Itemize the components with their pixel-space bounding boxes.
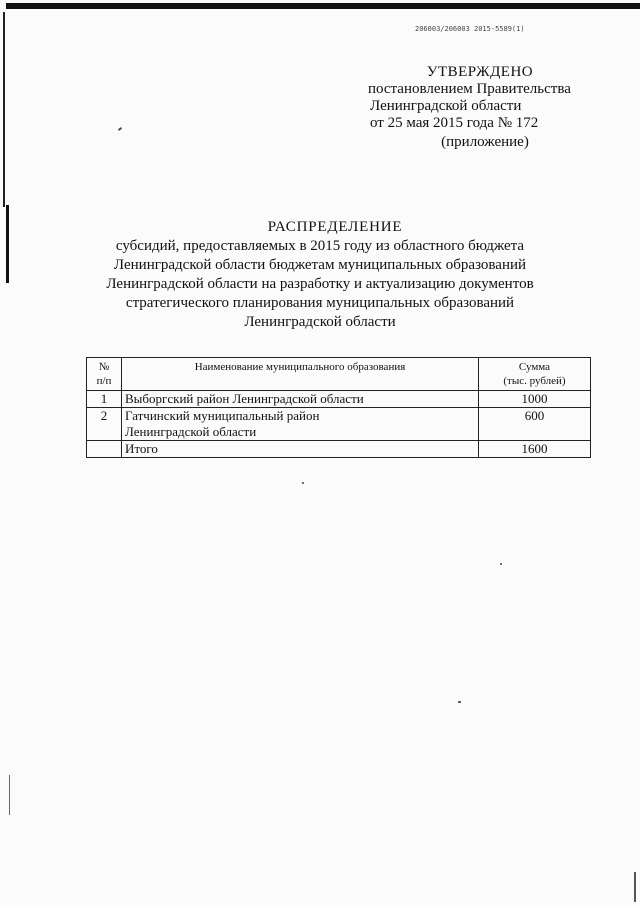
header-number-sign: № [98,361,110,373]
approval-line: от 25 мая 2015 года № 172 [370,115,539,131]
row-municipality [122,391,479,408]
header-sum-unit: (тыс. рублей) [503,375,566,387]
scan-speck [302,482,304,484]
approval-line: постановлением Правительства [368,81,571,97]
title-line: Ленинградской области на разработку и актуализацию документов [106,276,534,292]
header-sum-label: Сумма [518,361,551,373]
scan-margin-mark-lower [9,775,10,815]
header-number [87,358,122,391]
scan-margin-mark-right [634,872,636,902]
row-municipality-line: Ленинградской области [125,424,257,439]
title-main: РАСПРЕДЕЛЕНИЕ [267,219,403,235]
row-number: 1 [87,391,122,408]
title-line: Ленинградской области бюджетам муниципальных образований [113,257,527,273]
total-number-cell [87,441,122,458]
header-number-abbr: п/п [96,375,112,387]
scan-border-top [6,3,640,9]
document-title [0,218,640,332]
total-label: Итого [122,441,479,458]
scan-speck [500,563,502,565]
row-sum: 1000 [479,391,591,408]
row-municipality-line: Гатчинский муниципальный район [125,408,320,423]
table-header-row [87,358,591,391]
document-registration-code: 206003/206003 2015-5589(1) [415,25,525,33]
total-sum: 1600 [479,441,591,458]
table-total-row [87,441,591,458]
table-row [87,408,591,441]
subsidy-distribution-table [86,357,591,458]
scan-speck [118,127,122,131]
title-line: Ленинградской области [244,314,396,330]
header-municipality: Наименование муниципального образования [122,358,479,391]
row-sum: 600 [479,408,591,441]
row-number: 2 [87,408,122,441]
scan-border-left [3,12,5,207]
title-line: стратегического планирования муниципальных образований [125,295,515,311]
approval-attachment-note: (приложение) [441,134,529,150]
approval-line: Ленинградской области [370,98,522,114]
title-line: субсидий, предоставляемых в 2015 году из областного бюджета [115,238,525,254]
approval-heading: УТВЕРЖДЕНО [426,64,534,80]
row-municipality [122,408,479,441]
header-sum [479,358,591,391]
table-row [87,391,591,408]
scan-speck [458,701,461,703]
row-municipality-line: Выборгский район Ленинградской области [125,391,364,406]
approval-stamp [350,64,590,151]
